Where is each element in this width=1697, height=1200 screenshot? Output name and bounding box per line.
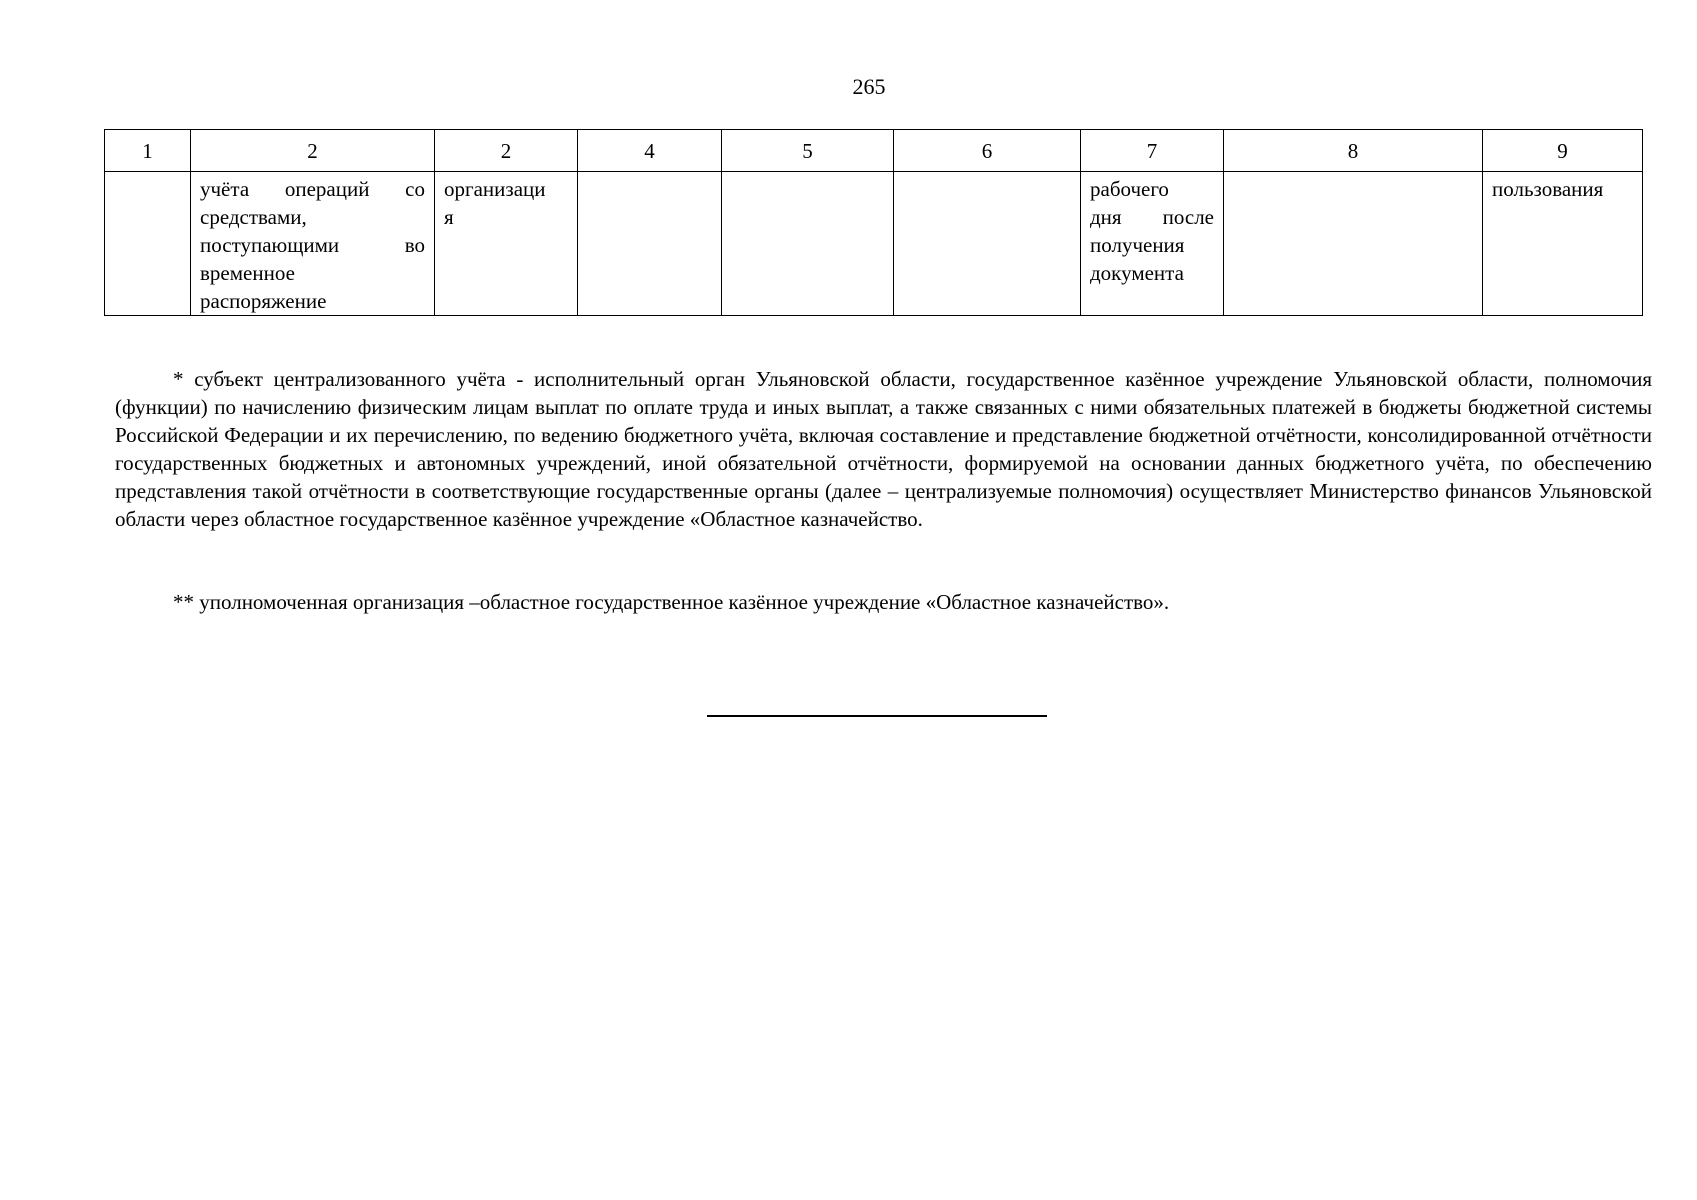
table-cell-col9: пользования: [1483, 172, 1643, 316]
header-cell: 8: [1224, 130, 1483, 172]
header-cell: 7: [1081, 130, 1224, 172]
cell-word: во: [404, 233, 425, 257]
header-cell: 9: [1483, 130, 1643, 172]
footnote-centralized-accounting: * субъект централизованного учёта - исполнительный орган Ульяновской области, государственное казённое учреждение Ульяновской области, полномочия (функции) по начислению физическим лицам выплат по оплате труда и иных выплат, а также связанных с ними обязательных платежей в бюджеты бюджетной системы Российской Федерации и их перечислению, по ведению бюджетного учёта, включая составление и представление бюджетной отчётности, консолидированной отчётности государственных бюджетных и автономных учреждений, иной обязательной отчётности, формируемой на основании данных бюджетного учёта, по обеспечению представления такой отчётности в соответствующие государственные органы (далее – централизуемые полномочия) осуществляет Министерство финансов Ульяновской области через областное государственное казённое учреждение «Областное казначейство.: [115, 367, 1652, 531]
cell-word: после: [1162, 205, 1214, 229]
cell-text-line: я: [444, 205, 454, 229]
cell-word: операций: [284, 177, 370, 201]
table-cell-col1: [105, 172, 191, 316]
header-cell: 5: [722, 130, 894, 172]
table-cell-col5: [722, 172, 894, 316]
cell-word: дня: [1090, 205, 1122, 229]
cell-text-line: [200, 231, 425, 259]
cell-text-line: организаци: [444, 177, 546, 201]
table-cell-col2: [191, 172, 435, 316]
cell-word: учёта: [200, 177, 250, 201]
cell-text-line: получения: [1090, 233, 1185, 257]
header-cell: 2: [191, 130, 435, 172]
header-cell: 2: [435, 130, 578, 172]
table-row: [105, 172, 1643, 316]
cell-text-line: документа: [1090, 261, 1184, 285]
table-cell-col7: [1081, 172, 1224, 316]
cell-text-line: [1090, 203, 1214, 231]
table-cell-col4: [578, 172, 722, 316]
footnote-authorized-organization: ** уполномоченная организация –областное государственное казённое учреждение «Областное казначейство».: [173, 590, 1170, 614]
header-cell: 6: [894, 130, 1081, 172]
cell-text-line: средствами,: [200, 205, 307, 229]
header-cell: 1: [105, 130, 191, 172]
table-cell-col6: [894, 172, 1081, 316]
cell-text-line: временное: [200, 261, 295, 285]
end-divider: [707, 715, 1047, 717]
cell-text-line: распоряжение: [200, 289, 327, 313]
cell-text-line: рабочего: [1090, 177, 1169, 201]
cell-word: со: [405, 177, 425, 201]
header-cell: 4: [578, 130, 722, 172]
table-header-row: [105, 130, 1643, 172]
page-number: 265: [852, 74, 886, 99]
cell-text-line: [200, 175, 425, 203]
cell-word: поступающими: [200, 233, 340, 257]
document-table: [104, 129, 1643, 316]
table-cell-col8: [1224, 172, 1483, 316]
table-cell-col3: [435, 172, 578, 316]
